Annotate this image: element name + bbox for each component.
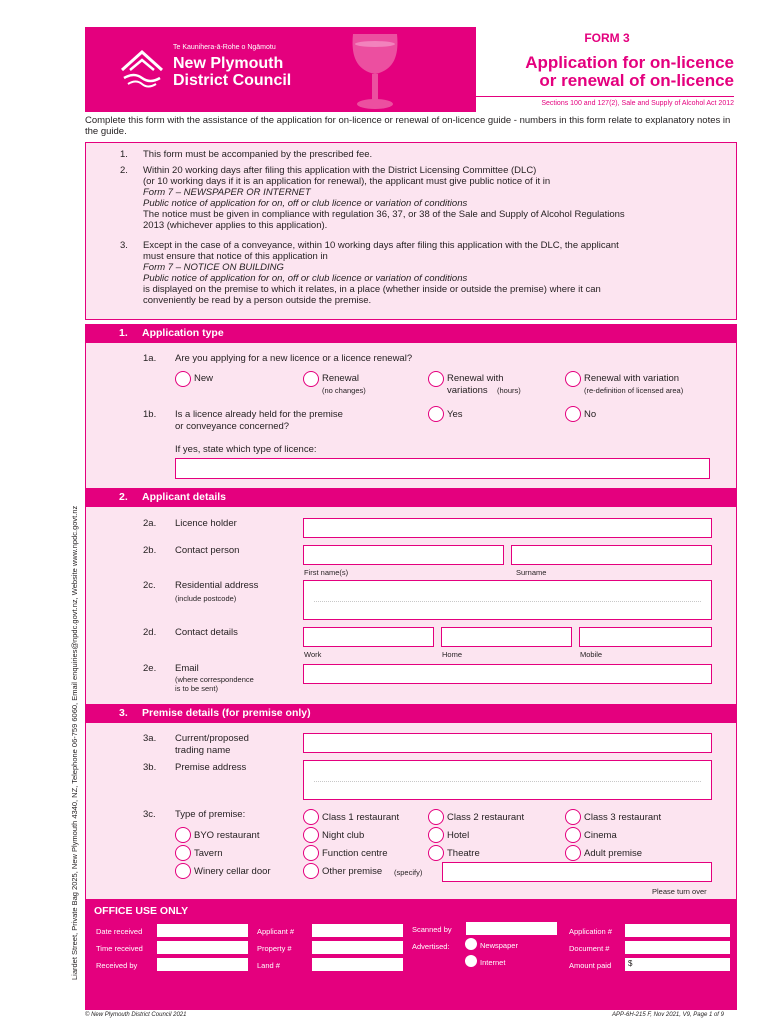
licence-held-yes-label: Yes	[447, 409, 463, 420]
land-number-label: Land #	[257, 961, 280, 970]
first-name-caption: First name(s)	[304, 568, 349, 577]
section-title: Application type	[142, 327, 224, 339]
newspaper-label: Newspaper	[480, 941, 518, 950]
section-2-panel	[85, 507, 737, 704]
note-line: Except in the case of a conveyance, within 10 working days after filing this application with the DLC, the applicant	[143, 240, 619, 251]
renewal-with-variation-radio[interactable]	[565, 371, 581, 387]
section-1-header	[85, 324, 737, 343]
licence-type-label: If yes, state which type of licence:	[175, 444, 317, 455]
byo-restaurant-radio[interactable]	[175, 827, 191, 843]
home-phone-field[interactable]	[441, 627, 572, 647]
received-by-field[interactable]	[156, 957, 249, 972]
act-sections: Sections 100 and 127(2), Sale and Supply of Alcohol Act 2012	[476, 96, 734, 110]
other-premise-sublabel: (specify)	[394, 868, 423, 877]
licence-held-yes-radio[interactable]	[428, 406, 444, 422]
class2-restaurant-radio[interactable]	[428, 809, 444, 825]
note-line: is displayed on the premise to which it relates, in a place (whether inside or outside the premise) where it can	[143, 284, 601, 295]
new-licence-radio[interactable]	[175, 371, 191, 387]
licence-type-field[interactable]	[175, 458, 710, 479]
residential-address-label: Residential address	[175, 580, 259, 591]
land-number-field[interactable]	[311, 957, 404, 972]
adult-premise-radio[interactable]	[565, 845, 581, 861]
wine-glass-icon	[345, 30, 405, 112]
section-2-header	[85, 488, 737, 507]
note-line: Form 7 – NEWSPAPER OR INTERNET	[143, 187, 311, 198]
property-number-label: Property #	[257, 944, 292, 953]
surname-field[interactable]	[511, 545, 712, 565]
contact-details-label: Contact details	[175, 627, 238, 638]
question-number: 2a.	[143, 518, 157, 529]
document-reference: APP-6H-215 F, Nov 2021, V9, Page 1 of 9	[612, 1012, 724, 1018]
email-label: Email	[175, 663, 199, 674]
question-number: 3a.	[143, 733, 157, 744]
section-title: Applicant details	[142, 491, 227, 503]
class3-restaurant-label: Class 3 restaurant	[584, 812, 662, 823]
scanned-by-label: Scanned by	[412, 925, 452, 934]
question-number: 3c.	[143, 809, 156, 820]
document-number-label: Document #	[569, 944, 610, 953]
winery-cellar-door-radio[interactable]	[175, 863, 191, 879]
address-divider	[314, 601, 701, 602]
cinema-label: Cinema	[584, 830, 617, 841]
licence-held-no-label: No	[584, 409, 597, 420]
question-1b-label-2: or conveyance concerned?	[175, 421, 290, 432]
surname-caption: Surname	[516, 568, 547, 577]
applicant-number-field[interactable]	[311, 923, 404, 938]
class3-restaurant-radio[interactable]	[565, 809, 581, 825]
home-caption: Home	[442, 650, 463, 659]
note-line: This form must be accompanied by the prescribed fee.	[143, 149, 373, 160]
new-licence-label: New	[194, 373, 214, 384]
question-number: 1b.	[143, 409, 157, 420]
section-1-panel	[85, 343, 737, 488]
email-sublabel-2: is to be sent)	[175, 684, 218, 693]
form-number: FORM 3	[584, 31, 630, 45]
winery-cellar-door-label: Winery cellar door	[194, 866, 271, 877]
trading-name-field[interactable]	[303, 733, 712, 753]
renewal-with-variations-sublabel: (hours)	[497, 386, 521, 395]
section-number: 2.	[119, 491, 128, 503]
note-line: conveniently be read by a person outside the premise.	[143, 295, 372, 306]
newspaper-radio[interactable]	[465, 938, 477, 950]
question-number: 2e.	[143, 663, 157, 674]
work-caption: Work	[304, 650, 322, 659]
other-premise-field[interactable]	[442, 862, 712, 882]
note-number: 2.	[120, 165, 128, 176]
council-logo-icon	[118, 46, 166, 90]
function-centre-label: Function centre	[322, 848, 388, 859]
email-field[interactable]	[303, 664, 712, 684]
other-premise-label: Other premise	[322, 866, 383, 877]
question-1a-label: Are you applying for a new licence or a licence renewal?	[175, 353, 413, 364]
licence-holder-label: Licence holder	[175, 518, 237, 529]
document-number-field[interactable]	[624, 940, 731, 955]
question-1b-label: Is a licence already held for the premise	[175, 409, 343, 420]
renewal-with-variations-label-2: variations	[447, 385, 488, 396]
note-line: Public notice of application for on, off or club licence or variation of conditions	[143, 273, 468, 284]
mobile-caption: Mobile	[580, 650, 603, 659]
renewal-radio[interactable]	[303, 371, 319, 387]
time-received-label: Time received	[96, 944, 143, 953]
question-number: 3b.	[143, 762, 157, 773]
note-line: The notice must be given in compliance with regulation 36, 37, or 38 of the Sale and Supply of Alcohol Regulations	[143, 209, 625, 220]
application-number-label: Application #	[569, 927, 612, 936]
received-by-label: Received by	[96, 961, 138, 970]
hotel-radio[interactable]	[428, 827, 444, 843]
note-line: must ensure that notice of this application in	[143, 251, 328, 262]
amount-paid-label: Amount paid	[569, 961, 612, 970]
note-line: Public notice of application for on, off or club licence or variation of conditions	[143, 198, 468, 209]
adult-premise-label: Adult premise	[584, 848, 643, 859]
office-use-panel	[85, 900, 737, 1010]
section-title: Premise details (for premise only)	[142, 707, 311, 719]
question-number: 2b.	[143, 545, 157, 556]
applicant-number-label: Applicant #	[257, 927, 295, 936]
byo-restaurant-label: BYO restaurant	[194, 830, 260, 841]
question-number: 1a.	[143, 353, 157, 364]
tavern-radio[interactable]	[175, 845, 191, 861]
office-use-title: OFFICE USE ONLY	[94, 905, 189, 917]
address-divider	[314, 781, 701, 782]
note-line: Within 20 working days after filing this application with the District Licensing Committee (DLC)	[143, 165, 537, 176]
currency-symbol: $	[628, 959, 633, 968]
council-name	[173, 55, 291, 89]
scanned-by-field[interactable]	[465, 921, 558, 936]
note-line: (or 10 working days if it is an application for renewal), the applicant must give public notice of it in	[143, 176, 551, 187]
section-3-panel	[85, 723, 737, 900]
question-number: 2d.	[143, 627, 157, 638]
page-title-line1: Application for on-licence	[525, 53, 734, 72]
note-line: Form 7 – NOTICE ON BUILDING	[143, 262, 284, 273]
theatre-radio[interactable]	[428, 845, 444, 861]
advertised-label: Advertised:	[412, 942, 450, 951]
premise-address-field[interactable]	[303, 760, 712, 800]
night-club-radio[interactable]	[303, 827, 319, 843]
night-club-label: Night club	[322, 830, 365, 841]
premise-address-label: Premise address	[175, 762, 247, 773]
renewal-with-variation-sublabel: (re-definition of licensed area)	[584, 386, 684, 395]
email-sublabel: (where correspondence	[175, 675, 254, 684]
council-name-line1: New Plymouth	[173, 55, 284, 72]
date-received-label: Date received	[96, 927, 143, 936]
internet-label: Internet	[480, 958, 506, 967]
cinema-radio[interactable]	[565, 827, 581, 843]
class2-restaurant-label: Class 2 restaurant	[447, 812, 525, 823]
licence-holder-field[interactable]	[303, 518, 712, 538]
residential-address-field[interactable]	[303, 580, 712, 620]
application-number-field[interactable]	[624, 923, 731, 938]
note-line: 2013 (whichever applies to this application).	[143, 220, 328, 231]
other-premise-radio[interactable]	[303, 863, 319, 879]
council-contact-sidebar: Liardet Street, Private Bag 2025, New Plymouth 4340, NZ, Telephone 06-759 6060, Email enquiries@npdc.govt.nz, Website www.npdc.govt.nz	[70, 505, 79, 980]
renewal-with-variations-radio[interactable]	[428, 371, 444, 387]
renewal-label: Renewal	[322, 373, 359, 384]
time-received-field[interactable]	[156, 940, 249, 955]
notes-panel	[85, 142, 737, 320]
premise-type-label: Type of premise:	[175, 809, 246, 820]
hotel-label: Hotel	[447, 830, 470, 841]
internet-radio[interactable]	[465, 955, 477, 967]
intro-text: Complete this form with the assistance of the application for on-licence or renewal of on-licence guide - numbers in this form relate to explanatory notes in the guide.	[85, 115, 731, 137]
page-title-line2: or renewal of on-licence	[539, 71, 734, 90]
trading-name-label-2: trading name	[175, 745, 231, 756]
class1-restaurant-radio[interactable]	[303, 809, 319, 825]
tavern-label: Tavern	[194, 848, 223, 859]
trading-name-label: Current/proposed	[175, 733, 249, 744]
property-number-field[interactable]	[311, 940, 404, 955]
renewal-sublabel: (no changes)	[322, 386, 366, 395]
renewal-with-variation-label: Renewal with variation	[584, 373, 680, 384]
page-title	[476, 54, 734, 90]
council-tagline: Te Kaunihera-ā-Rohe o Ngāmotu	[173, 44, 276, 51]
theatre-label: Theatre	[447, 848, 480, 859]
copyright-footer: © New Plymouth District Council 2021	[85, 1012, 187, 1018]
amount-paid-field[interactable]	[624, 957, 731, 972]
residential-address-sublabel: (include postcode)	[175, 594, 237, 603]
contact-person-label: Contact person	[175, 545, 240, 556]
council-name-line2: District Council	[173, 72, 292, 89]
mobile-phone-field[interactable]	[579, 627, 712, 647]
class1-restaurant-label: Class 1 restaurant	[322, 812, 400, 823]
note-number: 3.	[120, 240, 128, 251]
work-phone-field[interactable]	[303, 627, 434, 647]
first-name-field[interactable]	[303, 545, 504, 565]
function-centre-radio[interactable]	[303, 845, 319, 861]
section-number: 3.	[119, 707, 128, 719]
question-number: 2c.	[143, 580, 156, 591]
note-number: 1.	[120, 149, 128, 160]
section-number: 1.	[119, 327, 128, 339]
section-3-header	[85, 704, 737, 723]
renewal-with-variations-label: Renewal with	[447, 373, 504, 384]
turn-over-note: Please turn over	[652, 887, 707, 896]
licence-held-no-radio[interactable]	[565, 406, 581, 422]
date-received-field[interactable]	[156, 923, 249, 938]
